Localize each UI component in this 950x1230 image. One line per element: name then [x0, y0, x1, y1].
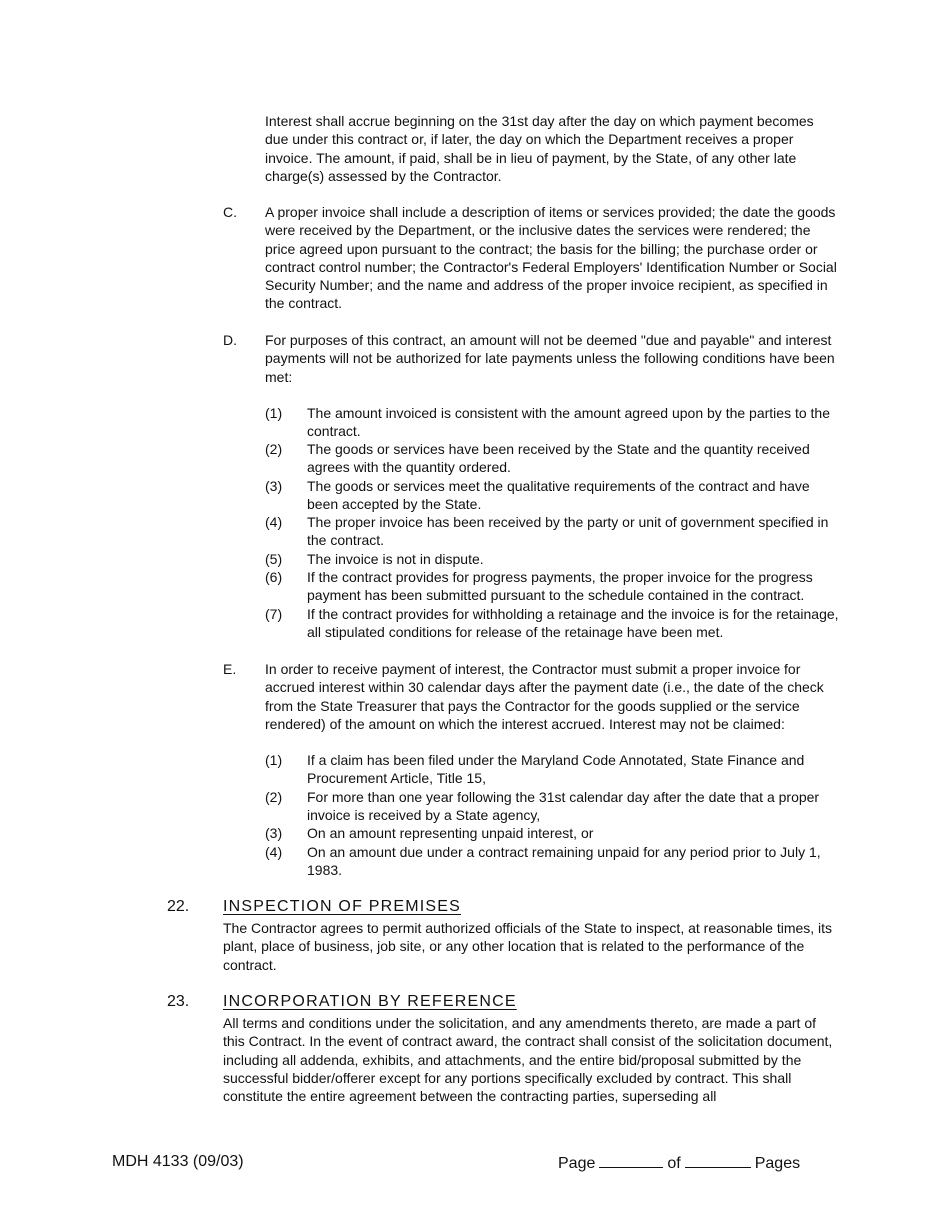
page-label: Page	[558, 1155, 596, 1172]
intro-paragraph: Interest shall accrue beginning on the 31st day after the day on which payment becomes due under this contract or, if later, the day on which the Department receives a proper invoice. The amount, if paid, shall be in lieu of payment, by the State, of any other late charge(s) assessed by the Contractor.	[265, 113, 814, 184]
clause-e-item-1-num: (1)	[265, 752, 283, 768]
section-23-text: All terms and conditions under the solicitation, and any amendments thereto, are made a part of this Contract. In the event of contract award, the contract shall consist of the solicitation document, including all addenda, exhibits, and attachments, and the entire bid/proposal submitted by the successful bidder/offerer except for any portions specifically excluded by contract. This shall constitute the entire agreement between the contracting parties, superseding all	[223, 1015, 833, 1105]
clause-e-text: In order to receive payment of interest, the Contractor must submit a proper invoice for accrued interest within 30 calendar days after the payment date (i.e., the date of the check from the State Treasurer that pays the Contractor for the goods supplied or the service rendered) of the amount on which the interest accrued. Interest may not be claimed:	[265, 661, 824, 732]
clause-d-item-6-num: (6)	[265, 569, 283, 585]
clause-e-item-1-text: If a claim has been filed under the Maryland Code Annotated, State Finance and Procurement Article, Title 15,	[307, 752, 805, 787]
clause-e-letter: E.	[223, 661, 237, 677]
clause-e-item-2-text: For more than one year following the 31st calendar day after the date that a proper invoice is received by a State agency,	[307, 789, 820, 824]
clause-d-item-4-text: The proper invoice has been received by the party or unit of government specified in the contract.	[307, 514, 829, 549]
clause-d-text: For purposes of this contract, an amount will not be deemed "due and payable" and interest payments will not be authorized for late payments unless the following conditions have been met:	[265, 332, 835, 385]
clause-c-letter: C.	[223, 204, 237, 220]
clause-d-item-7-num: (7)	[265, 606, 283, 622]
clause-d-item-3-num: (3)	[265, 478, 283, 494]
clause-e-item-2-num: (2)	[265, 789, 283, 805]
clause-d-item-5-num: (5)	[265, 551, 283, 567]
pages-label: Pages	[754, 1155, 801, 1172]
clause-e-item-3-num: (3)	[265, 825, 283, 841]
clause-d-item-2-text: The goods or services have been received by the State and the quantity received agrees with the quantity ordered.	[307, 441, 810, 476]
page-number-blank	[599, 1153, 663, 1168]
section-22-title: INSPECTION OF PREMISES	[223, 898, 461, 915]
clause-d-letter: D.	[223, 332, 237, 348]
section-22-text: The Contractor agrees to permit authorized officials of the State to inspect, at reasonable times, its plant, place of business, job site, or any other location that is related to the performance of the contract.	[223, 920, 833, 973]
section-23-title: INCORPORATION BY REFERENCE	[223, 993, 517, 1010]
clause-c-text: A proper invoice shall include a description of items or services provided; the date the goods were received by the Department, or the inclusive dates the services were rendered; the price agreed upon pursuant to the contract; the basis for the billing; the purchase order or contract control number; the Contractor's Federal Employers' Identification Number or Social Security Number; and the name and address of the proper invoice recipient, as specified in the contract.	[265, 204, 837, 312]
section-23-number: 23.	[167, 993, 190, 1010]
clause-e-item-3-text: On an amount representing unpaid interest, or	[307, 825, 594, 841]
clause-d-item-2-num: (2)	[265, 441, 283, 457]
clause-e-item-4-text: On an amount due under a contract remaining unpaid for any period prior to July 1, 1983.	[307, 844, 821, 879]
clause-d-item-1-text: The amount invoiced is consistent with the amount agreed upon by the parties to the contract.	[307, 405, 830, 440]
clause-d-item-7-text: If the contract provides for withholding a retainage and the invoice is for the retainage, all stipulated conditions for release of the retainage have been met.	[307, 606, 839, 641]
clause-d-item-4-num: (4)	[265, 514, 283, 530]
clause-d-item-3-text: The goods or services meet the qualitative requirements of the contract and have been accepted by the State.	[307, 478, 810, 513]
total-pages-blank	[685, 1153, 751, 1168]
clause-e-item-4-num: (4)	[265, 844, 283, 860]
clause-d-item-6-text: If the contract provides for progress payments, the proper invoice for the progress payment has been submitted pursuant to the schedule contained in the contract.	[307, 569, 813, 604]
section-22-number: 22.	[167, 898, 190, 915]
form-identifier: MDH 4133 (09/03)	[112, 1153, 244, 1170]
of-label: of	[667, 1155, 681, 1172]
page-count-line	[558, 1153, 800, 1173]
clause-d-item-1-num: (1)	[265, 405, 283, 421]
clause-d-item-5-text: The invoice is not in dispute.	[307, 551, 484, 567]
